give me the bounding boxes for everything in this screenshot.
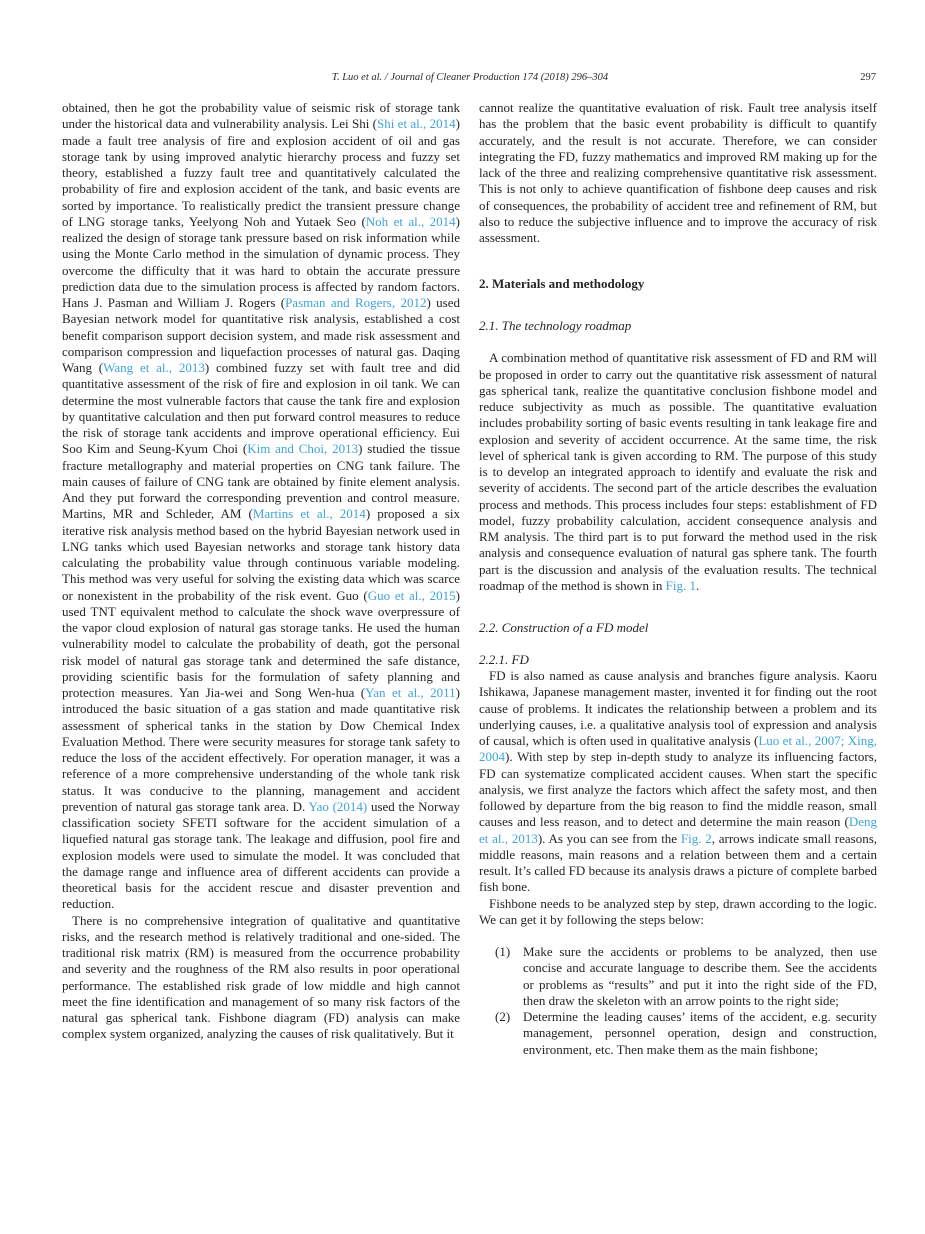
text-run: ). With step by step in-depth study to analyze its influencing factors, FD can systematize complicated accident causes. When start the specific analysis, we first analyze the factors which affect the safety most, and then followed by departure from the big reason to find the middle reason, small causes and less reason, and to detect and determine the main reason ( [479,749,877,830]
text-run: , arrows indicate small reasons, middle reasons, main reasons and a relation between them and a certain result. It’s called FD because its analysis draws a picture of complete barbed fish bone. [479,830,878,895]
paragraph [479,100,877,246]
left-column [62,100,460,1058]
list-item [479,1009,877,1058]
paragraph [479,668,877,896]
paragraph [479,350,877,594]
text-run: ) introduced the basic situation of a gas station and made quantitative risk assessment of spherical tanks in the station by Dow Chemical Index Evaluation Method. There were security measures for storage tank safety to reduce the loss of the accident effectively. For operation manager, it was a reference of a more comprehensive understanding of the whole tank risk status. It was conducive to the planning, management and accident prevention of natural gas storage tank area. D. [62,685,460,814]
subsection-heading: 2.2.1. FD [479,652,529,667]
subsection-heading: 2.2. Construction of a FD model [479,620,649,635]
paragraph [479,896,877,929]
numbered-list [479,944,877,1058]
text-run: cannot realize the quantitative evaluation of risk. Fault tree analysis itself has the problem that the basic event probability is difficult to quantify accurately, and the result is not accurate. Therefore, we can consider integrating the FD, fuzzy mathematics and improved RM making up for the lack of the three and realizing comprehensive quantitative risk assessment. This is not only to achieve quantification of fishbone deep causes and risk of consequences, the probability of accident tree and refinement of RM, but also to reduce the subjective influence and to improve the accuracy of risk assessment. [479,100,877,245]
list-item-text [523,1009,877,1058]
text-run: used the Norway classification society SFETI software for the accident simulation of a liquefied natural gas storage tank. The leakage and diffusion, pool fire and explosion models were used to simulate the model. It was concluded that the damage range and influence area of different accidents can provide a theoretical basis for the accident rescue and disaster prevention and reduction. [62,798,460,912]
text-run: ) combined fuzzy set with fault tree and did quantitative assessment of the risk of fire and explosion in oil tank. We can determine the most vulnerable factors that cause the tank fire and explosion by quantitative calculation and then put forward control measures to reduce the risk of storage tank accidents and improve operational efficiency. Eui Soo Kim and Seung-Kyum Choi ( [62,360,461,457]
section-heading: 2. Materials and methodology [479,276,645,292]
citation-link[interactable]: Yao (2014) [308,798,368,814]
citation-link[interactable]: Noh et al., 2014 [365,213,456,229]
citation-link[interactable]: Shi et al., 2014 [376,116,456,132]
citation-link[interactable]: Fig. 1 [665,577,697,593]
running-head [62,71,878,84]
text-run: There is no comprehensive integration of qualitative and quantitative risks, and the research method is relatively traditional and one-sided. The traditional risk matrix (RM) is measured from the occurrence probability and severity and the roughness of the RM also results in poor operational performance. The established risk grade of low middle and high cannot meet the fine identification and management of so many risk factors of the natural gas spherical tank. Fishbone diagram (FD) analysis can make complex system organized, analyzing the causes of risk qualitatively. But it [62,912,460,1042]
paragraph [62,100,460,913]
running-head-text: T. Luo et al. / Journal of Cleaner Production 174 (2018) 296–304 [331,72,609,83]
right-column [479,100,877,1058]
page-number: 297 [860,72,876,83]
citation-link[interactable]: Deng et al., 2013 [479,814,877,846]
text-run: ) used Bayesian network model for quantitative risk analysis, established a cost benefit comparison support decision system, and made risk assessment and comparison compression and liquefaction processes of natural gas. Daqing Wang ( [62,295,460,375]
list-marker: (1) [495,944,511,959]
text-run: Fishbone needs to be analyzed step by step, drawn according to the logic. We can get it by following the steps below: [479,895,877,927]
citation-link[interactable]: Kim and Choi, 2013 [247,441,359,457]
text-run: A combination method of quantitative risk assessment of FD and RM will be proposed in order to carry out the quantitative risk assessment of natural gas spherical tank, realize the quantitative conclusion fishbone model and reduce subjectivity as much as possible. The quantitative evaluation includes probability sorting of basic events resulting in tank leakage fire and explosion and severity of accident occurrence. At the same time, the risk level of spherical tank is given according to RM. The purpose of this study is to develop an integrated approach to identify and evaluate the risk and severity of accidents. The second part of the article describes the evaluation process and methods. This process includes four steps: establishment of FD model, fuzzy probability calculation, accident consequence analysis and RM analysis. The third part is to put forward the method used in the risk analysis and consequence evaluation of natural gas sphere tank. The fourth part is the discussion and analysis of the evaluation results. The technical roadmap of the method is shown in [479,350,877,593]
two-column-body [62,100,877,1058]
citation-link[interactable]: Luo et al., 2007; Xing, 2004 [479,733,877,765]
text-run: . [696,577,700,593]
text-run: ) made a fault tree analysis of fire and explosion accident of oil and gas storage tank by using improved analytic hierarchy process and fuzzy set theory, established a fuzzy fault tree and quantitatively calculated the probability of fire and explosion accident of the tank, and basic events are sorted by importance. To realistically predict the transient pressure change of LNG storage tanks, Yeelyong Noh and Yutaek Seo ( [62,116,460,229]
text-run: FD is also named as cause analysis and branches figure analysis. Kaoru Ishikawa, Japanese management master, invented it for finding out the root cause of problems. It indicates the relationship between a problem and its underlying causes, i.e. a qualitative analysis tool of expression and analysis of causal, which is often used in qualitative analysis ( [479,668,877,748]
list-marker: (2) [495,1009,511,1024]
text-run: obtained, then he got the probability value of seismic risk of storage tank under the historical data and vulnerability analysis. Lei Shi ( [62,100,460,132]
text-run: ) realized the design of storage tank pressure based on risk information while using the Monte Carlo method in the simulation of dynamic process. They overcome the difficulty that it was hard to obtain the accurate pressure prediction data due to the simulation process is affected by random factors. Hans J. Pasman and William J. Rogers ( [62,213,461,310]
citation-link[interactable]: Fig. 2 [680,830,712,846]
list-item-text [523,944,877,1009]
list-item [479,944,877,1009]
text-run: ) used TNT equivalent method to calculate the shock wave overpressure of the vapor cloud explosion of natural gas storage tanks. He used the human vulnerability model to calculate the probability of death, got the personal risk model of natural gas storage tank and determined the safe distance, providing scientific basis for the formulation of safety planning and protection measures. Yan Jia-wei and Song Wen-hua ( [62,587,460,700]
text-run: Determine the leading causes’ items of the accident, e.g. security management, personnel operation, design and construction, environment, etc. Then make them as the main fishbone; [523,1009,877,1057]
text-run: ). As you can see from the [537,830,681,846]
citation-link[interactable]: Guo et al., 2015 [367,587,456,603]
paragraph [62,913,460,1043]
text-run: Make sure the accidents or problems to be analyzed, then use concise and accurate language to describe them. See the accidents or problems as “results” and put it into the right side of the FD, then draw the skeleton with an arrow points to the right side; [523,944,877,1008]
text-run: ) studied the tissue fracture metallography and material properties on CNG tank failure. The main causes of failure of CNG tank are obtained by finite element analysis. And they put forward the corresponding prevention and control measure. Martins, MR and Schleder, AM ( [62,441,460,522]
subsection-heading: 2.1. The technology roadmap [479,318,632,334]
citation-link[interactable]: Pasman and Rogers, 2012 [285,295,427,310]
citation-link[interactable]: Wang et al., 2013 [103,360,205,375]
citation-link[interactable]: Martins et al., 2014 [252,506,366,522]
citation-link[interactable]: Yan et al., 2011 [365,685,456,700]
text-run: ) proposed a six iterative risk analysis method based on the hybrid Bayesian network used in LNG tanks which used Bayesian networks and storage tank history data calculating the probability value through continuous variable modeling. This method was very useful for solving the existing data which was scarce or nonexistent in the probability of the risk event. Guo ( [62,506,460,603]
